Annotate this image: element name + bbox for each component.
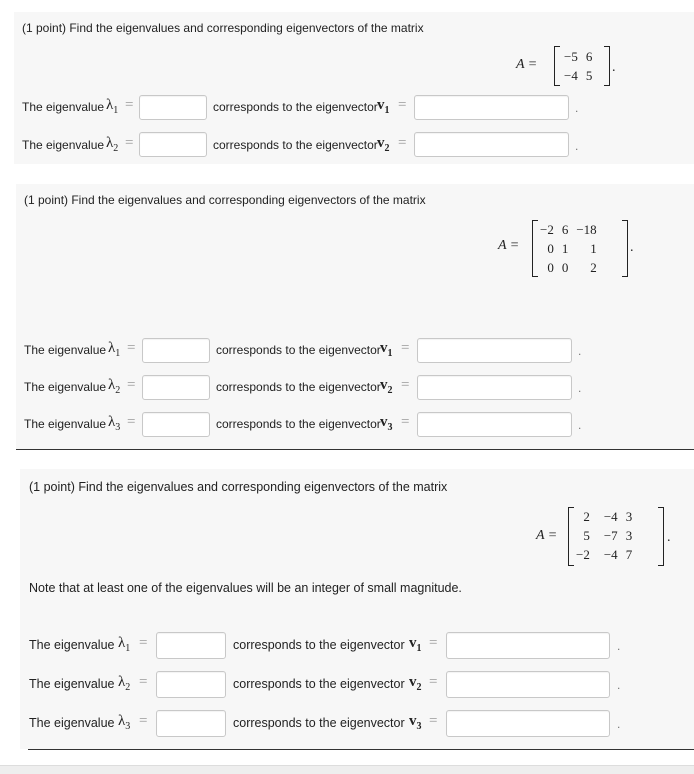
matrix-cell: 0 bbox=[547, 241, 554, 256]
eigenvector-label: corresponds to the eigenvector bbox=[233, 716, 405, 730]
vector-glyph: v bbox=[380, 414, 388, 430]
lambda-glyph: λ bbox=[106, 97, 114, 113]
eigenvalue-label: The eigenvalue bbox=[24, 417, 107, 431]
eigenvector-1-input[interactable] bbox=[414, 95, 569, 120]
equals-sign: = bbox=[127, 414, 136, 430]
eigenvalue-label: The eigenvalue bbox=[22, 138, 105, 152]
problem-2-matrix bbox=[532, 220, 628, 277]
problem-3-matrix-label: A = bbox=[536, 528, 558, 543]
vector-glyph: v bbox=[380, 340, 388, 356]
eigenvector-2-input[interactable] bbox=[414, 132, 569, 157]
vector-subscript: 2 bbox=[416, 682, 422, 693]
matrix-end-period: . bbox=[667, 530, 671, 545]
matrix-cell: 1 bbox=[561, 241, 569, 256]
equals-sign: = bbox=[139, 713, 148, 729]
equals-sign: = bbox=[429, 674, 438, 690]
matrix-cell: −7 bbox=[603, 528, 618, 543]
matrix-cell: −18 bbox=[576, 222, 597, 237]
v2-symbol bbox=[409, 674, 422, 693]
matrix-right-bracket bbox=[622, 220, 628, 277]
eigenvector-1-input[interactable] bbox=[446, 632, 610, 659]
lambda-subscript: 1 bbox=[113, 105, 119, 116]
eigenvector-label: corresponds to the eigenvector bbox=[233, 638, 405, 652]
lambda-glyph: λ bbox=[118, 635, 126, 651]
problem-1-matrix-label: A = bbox=[516, 57, 538, 72]
lambda-subscript: 1 bbox=[115, 348, 121, 359]
eigenvalue-label: The eigenvalue bbox=[22, 100, 105, 114]
equals-sign: = bbox=[127, 377, 136, 393]
vector-subscript: 2 bbox=[387, 385, 393, 396]
eigenvalue-1-input[interactable] bbox=[139, 95, 207, 120]
eigenvector-label: corresponds to the eigenvector bbox=[216, 417, 381, 431]
problem-3-bottom-rule bbox=[28, 749, 694, 750]
eigenvalue-label: The eigenvalue bbox=[29, 677, 115, 691]
matrix-cell: 5 bbox=[585, 68, 593, 83]
lambda-2-symbol bbox=[108, 377, 120, 396]
eigenvector-1-input[interactable] bbox=[417, 338, 572, 363]
matrix-cell: −4 bbox=[603, 509, 618, 524]
eigenvector-label: corresponds to the eigenvector bbox=[216, 380, 381, 394]
vector-subscript: 3 bbox=[387, 422, 393, 433]
vector-subscript: 3 bbox=[416, 721, 422, 732]
eigenvector-label: corresponds to the eigenvector bbox=[213, 100, 378, 114]
period: . bbox=[617, 717, 621, 731]
equals-sign: = bbox=[401, 414, 410, 430]
matrix-end-period: . bbox=[630, 240, 634, 255]
eigenvalue-2-input[interactable] bbox=[156, 671, 226, 698]
equals-sign: = bbox=[401, 340, 410, 356]
lambda-glyph: λ bbox=[118, 674, 126, 690]
eigenvector-label: corresponds to the eigenvector bbox=[213, 138, 378, 152]
vector-glyph: v bbox=[409, 674, 417, 690]
equals-sign: = bbox=[429, 713, 438, 729]
problem-1-prompt: (1 point) Find the eigenvalues and corresponding eigenvectors of the matrix bbox=[22, 21, 424, 35]
matrix-cell: −2 bbox=[540, 222, 554, 237]
eigenvalue-label: The eigenvalue bbox=[24, 343, 107, 357]
problem-3-note: Note that at least one of the eigenvalues will be an integer of small magnitude. bbox=[29, 581, 462, 595]
eigenvector-3-input[interactable] bbox=[417, 412, 572, 437]
lambda-glyph: λ bbox=[118, 713, 126, 729]
matrix-cell: 5 bbox=[583, 528, 590, 543]
lambda-3-symbol bbox=[108, 414, 120, 433]
equals-sign: = bbox=[429, 635, 438, 651]
eigenvalue-1-input[interactable] bbox=[142, 338, 210, 363]
problem-3-matrix bbox=[568, 507, 664, 566]
vector-glyph: v bbox=[377, 135, 385, 151]
vector-subscript: 1 bbox=[416, 643, 422, 654]
problem-2-prompt: (1 point) Find the eigenvalues and corresponding eigenvectors of the matrix bbox=[24, 193, 426, 207]
eigenvector-2-input[interactable] bbox=[417, 375, 572, 400]
lambda-subscript: 3 bbox=[125, 721, 131, 732]
matrix-cell: 7 bbox=[625, 547, 633, 562]
equals-sign: = bbox=[125, 135, 134, 151]
v1-symbol bbox=[377, 97, 390, 116]
matrix-cell: 3 bbox=[625, 528, 633, 543]
matrix-cell: −2 bbox=[576, 547, 590, 562]
problem-1-matrix bbox=[554, 46, 610, 86]
vector-glyph: v bbox=[377, 97, 385, 113]
v1-symbol bbox=[380, 340, 393, 359]
matrix-cell: 3 bbox=[625, 509, 633, 524]
problem-2-bottom-rule bbox=[16, 449, 694, 450]
matrix-cell: 1 bbox=[590, 241, 597, 256]
lambda-subscript: 1 bbox=[125, 643, 131, 654]
v3-symbol bbox=[409, 713, 422, 732]
vector-glyph: v bbox=[380, 377, 388, 393]
eigenvector-2-input[interactable] bbox=[446, 671, 610, 698]
equals-sign: = bbox=[398, 135, 407, 151]
matrix-cell: 2 bbox=[590, 260, 597, 275]
problem-2-matrix-label: A = bbox=[498, 238, 520, 253]
lambda-glyph: λ bbox=[108, 377, 116, 393]
lambda-1-symbol bbox=[108, 340, 120, 359]
matrix-cell: 0 bbox=[561, 260, 569, 275]
vector-glyph: v bbox=[409, 713, 417, 729]
equals-sign: = bbox=[139, 674, 148, 690]
lambda-subscript: 3 bbox=[115, 422, 121, 433]
matrix-cell: −4 bbox=[603, 547, 618, 562]
lambda-3-symbol bbox=[118, 713, 130, 732]
period: . bbox=[578, 381, 582, 395]
eigenvalue-label: The eigenvalue bbox=[29, 716, 115, 730]
matrix-cell: 0 bbox=[547, 260, 554, 275]
period: . bbox=[578, 344, 582, 358]
vector-subscript: 1 bbox=[384, 105, 390, 116]
eigenvalue-2-input[interactable] bbox=[139, 132, 207, 157]
matrix-right-bracket bbox=[604, 46, 610, 86]
lambda-1-symbol bbox=[118, 635, 130, 654]
lambda-subscript: 2 bbox=[115, 385, 121, 396]
lambda-subscript: 2 bbox=[125, 682, 131, 693]
matrix-right-bracket bbox=[658, 507, 664, 566]
eigenvalue-label: The eigenvalue bbox=[24, 380, 107, 394]
matrix-end-period: . bbox=[612, 60, 616, 75]
lambda-glyph: λ bbox=[108, 414, 116, 430]
lambda-glyph: λ bbox=[108, 340, 116, 356]
eigenvalue-label: The eigenvalue bbox=[29, 638, 115, 652]
vector-glyph: v bbox=[409, 635, 417, 651]
eigenvector-label: corresponds to the eigenvector bbox=[216, 343, 381, 357]
eigenvalue-3-input[interactable] bbox=[156, 710, 226, 737]
equals-sign: = bbox=[398, 97, 407, 113]
matrix-cell: 6 bbox=[585, 49, 593, 64]
period: . bbox=[617, 678, 621, 692]
vector-subscript: 1 bbox=[387, 348, 393, 359]
matrix-cell: 2 bbox=[583, 509, 590, 524]
matrix-cell: −4 bbox=[564, 68, 578, 83]
matrix-cell: 6 bbox=[561, 222, 569, 237]
period: . bbox=[617, 639, 621, 653]
v2-symbol bbox=[380, 377, 393, 396]
equals-sign: = bbox=[139, 635, 148, 651]
period: . bbox=[575, 139, 579, 153]
equals-sign: = bbox=[127, 340, 136, 356]
lambda-glyph: λ bbox=[106, 135, 114, 151]
eigenvalue-1-input[interactable] bbox=[156, 632, 226, 659]
lambda-subscript: 2 bbox=[113, 143, 119, 154]
equals-sign: = bbox=[125, 97, 134, 113]
period: . bbox=[575, 101, 579, 115]
eigenvalue-2-input[interactable] bbox=[142, 375, 210, 400]
equals-sign: = bbox=[401, 377, 410, 393]
lambda-1-symbol bbox=[106, 97, 118, 116]
problem-3-prompt: (1 point) Find the eigenvalues and corresponding eigenvectors of the matrix bbox=[29, 480, 448, 494]
eigenvector-3-input[interactable] bbox=[446, 710, 610, 737]
eigenvector-label: corresponds to the eigenvector bbox=[233, 677, 405, 691]
lambda-2-symbol bbox=[106, 135, 118, 154]
matrix-cell: −5 bbox=[564, 49, 578, 64]
period: . bbox=[578, 418, 582, 432]
v1-symbol bbox=[409, 635, 422, 654]
v3-symbol bbox=[380, 414, 393, 433]
vector-subscript: 2 bbox=[384, 143, 390, 154]
lambda-2-symbol bbox=[118, 674, 130, 693]
eigenvalue-3-input[interactable] bbox=[142, 412, 210, 437]
v2-symbol bbox=[377, 135, 390, 154]
